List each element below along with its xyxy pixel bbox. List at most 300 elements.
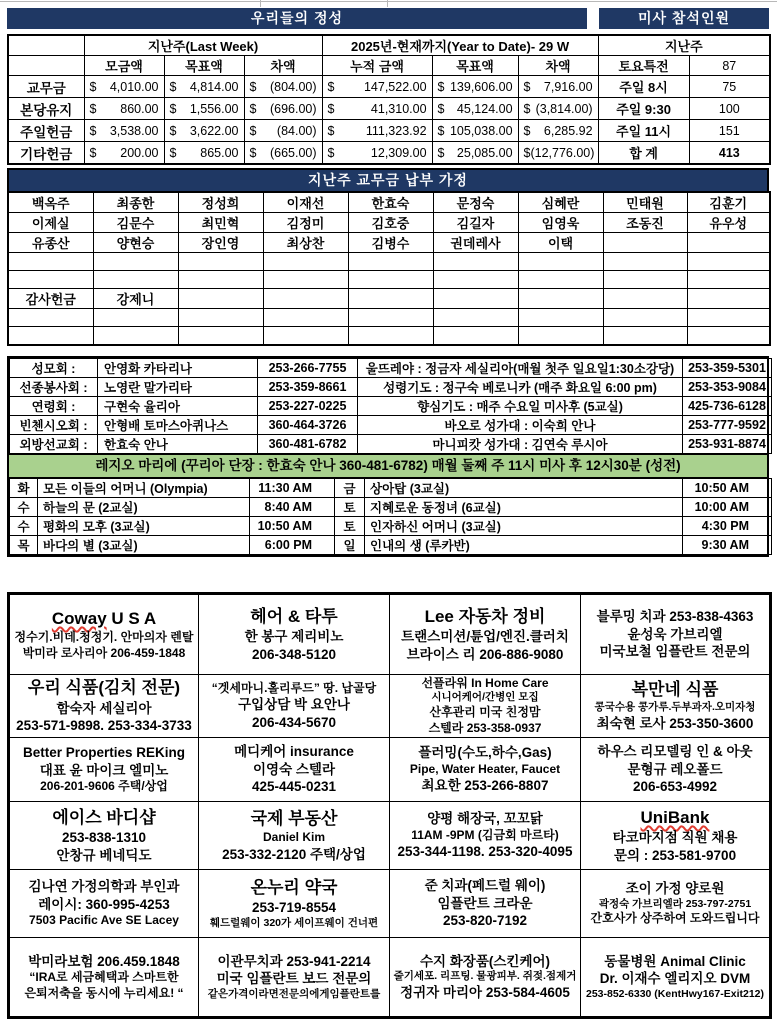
schedule-time: 9:30 AM: [683, 536, 772, 555]
dues-name-cell: 김병수: [348, 233, 433, 253]
contact-name: 안영화 카타리나: [98, 359, 258, 378]
schedule-name: 지혜로운 동정녀 (6교실): [365, 498, 683, 517]
ad-line: 우리 식품(김치 전문): [27, 678, 181, 698]
amount-value: (696.00): [269, 101, 317, 116]
ad-line: 안창규 베네딕도: [56, 847, 152, 863]
contact-group-info: 마니피캇 성가대 : 김연숙 루시아: [358, 435, 683, 454]
dollar-sign: $: [327, 145, 335, 160]
contact-name: 한효숙 안나: [98, 435, 258, 454]
ad-cell: [581, 594, 771, 675]
schedule-time: 6:00 PM: [250, 536, 335, 555]
dues-title: 지난주 교무금 납부 가정: [7, 168, 769, 191]
amount-value: 6,285.92: [543, 123, 593, 138]
empty-cell: [603, 233, 687, 253]
money-cell: [518, 76, 598, 98]
period-right-header: 2025년-현재까지(Year to Date)- 29 W: [322, 35, 598, 56]
ad-line: 수지 화장품(스킨케어): [419, 953, 551, 969]
ad-line: 253-571-9898. 253-334-3733: [16, 718, 192, 734]
ad-line: 박미라 로사리아 206-459-1848: [22, 645, 186, 660]
money-amount: [519, 102, 598, 116]
dollar-sign: $: [89, 123, 97, 138]
ad-line: “겟세마니.홀리루드” 땅. 납골당: [211, 680, 377, 695]
ads-grid: [7, 592, 772, 1019]
ad-line: 11AM -9PM (김금회 마르타): [411, 827, 559, 842]
table-row: [9, 938, 771, 1018]
contacts-table: [9, 358, 772, 454]
table-row: [10, 416, 772, 435]
empty-cell: [518, 253, 603, 271]
dollar-sign: $: [249, 145, 257, 160]
dollar-sign: $: [249, 79, 257, 94]
dues-name-cell: 유우성: [687, 213, 770, 233]
table-row: [10, 517, 772, 536]
ad-brand-squiggle: UniBank: [640, 807, 710, 827]
empty-cell: [348, 327, 433, 346]
ad-line: 준 치과(페드럴 웨이): [424, 878, 546, 894]
title-band: [7, 8, 769, 29]
ad-cell: [199, 938, 390, 1018]
empty-cell: [178, 327, 263, 346]
money-cell: [244, 76, 322, 98]
dollar-sign: $: [523, 145, 531, 160]
table-row: [10, 397, 772, 416]
schedule-name: 인내의 생 (루카반): [365, 536, 683, 555]
amount-value: 865.00: [200, 145, 239, 160]
money-cell: [322, 142, 432, 165]
amount-value: 41,310.00: [370, 101, 427, 116]
ad-line: 206-348-5120: [251, 646, 337, 662]
offerings-title: 우리들의 정성: [7, 8, 587, 29]
schedule-time: 4:30 PM: [683, 517, 772, 536]
ad-line: 스텔라 253-358-0937: [428, 720, 542, 735]
ad-line: 7503 Pacific Ave SE Lacey: [29, 913, 179, 928]
ad-cell: [9, 870, 199, 938]
money-amount: [323, 102, 432, 116]
empty-cell: [518, 271, 603, 289]
ad-line: 임플란트 크라운: [437, 895, 533, 911]
ad-line: 206-653-4992: [632, 779, 718, 795]
money-amount: [519, 80, 598, 94]
dues-name-cell: 김길자: [433, 213, 518, 233]
dues-name-cell: 유종산: [8, 233, 93, 253]
amount-value: (12,776.00): [530, 145, 595, 160]
schedule-time: 11:30 AM: [250, 479, 335, 498]
ad-cell: [390, 802, 581, 870]
empty-cell: [263, 289, 348, 309]
ad-line: Better Properties REKing: [22, 745, 186, 761]
schedule-time: 10:50 AM: [683, 479, 772, 498]
ad-brand-squiggle: Coway: [51, 608, 107, 628]
ad-line: 이영숙 스텔라: [253, 761, 335, 777]
dollar-sign: $: [89, 101, 97, 116]
money-amount: [245, 146, 322, 160]
empty-cell: [687, 309, 770, 327]
schedule-time: 8:40 AM: [250, 498, 335, 517]
ad-line: 김나연 가정의학과 부인과: [28, 879, 180, 895]
contact-org: 성모회 :: [10, 359, 98, 378]
empty-cell: [518, 289, 603, 309]
dues-name-cell: 한효숙: [348, 192, 433, 213]
table-row: [8, 213, 770, 233]
empty-cell: [518, 309, 603, 327]
empty-cell: [433, 289, 518, 309]
empty-cell: [93, 327, 178, 346]
ad-line: 문의 : 253-581-9700: [613, 847, 737, 863]
contact-group-phone: 425-736-6128: [683, 397, 772, 416]
ad-line: 미국보철 임플란트 전문의: [599, 644, 751, 660]
contact-phone: 253-227-0225: [258, 397, 358, 416]
money-cell: [164, 76, 244, 98]
attendance-value: 413: [689, 142, 770, 165]
empty-cell: [8, 253, 93, 271]
period-left-header: 지난주(Last Week): [84, 35, 322, 56]
ad-cell: [390, 675, 581, 738]
ad-line: 이관무치과 253-941-2214: [217, 953, 371, 969]
empty-cell: [687, 289, 770, 309]
dues-name-cell: 백옥주: [8, 192, 93, 213]
empty-cell: [603, 309, 687, 327]
ad-line: 헤어 & 타투: [250, 606, 338, 626]
ad-cell: [9, 802, 199, 870]
empty-cell: [263, 253, 348, 271]
money-cell: [164, 142, 244, 165]
schedule-time: 10:00 AM: [683, 498, 772, 517]
money-amount: [165, 102, 244, 116]
attendance-label: 주일 11시: [598, 120, 689, 142]
money-amount: [245, 102, 322, 116]
money-amount: [433, 102, 518, 116]
table-row: [9, 594, 771, 675]
contact-org: 연령회 :: [10, 397, 98, 416]
table-row: [8, 289, 770, 309]
schedule-day: 목: [10, 536, 38, 555]
dues-name-cell: 양현승: [93, 233, 178, 253]
attendance-value: 87: [689, 56, 770, 76]
ad-cell: [199, 594, 390, 675]
money-cell: [518, 120, 598, 142]
empty-cell: [433, 253, 518, 271]
ad-cell: [390, 870, 581, 938]
ad-cell: [390, 594, 581, 675]
attendance-label: 주일 9:30: [598, 98, 689, 120]
dues-name-cell: 최상찬: [263, 233, 348, 253]
ad-line: 한 봉구 제리비노: [244, 629, 344, 644]
ad-line: 플러밍(수도,하수,Gas): [418, 745, 552, 761]
ad-line: 최요한 253-266-8807: [421, 778, 549, 794]
contact-phone: 253-359-8661: [258, 378, 358, 397]
dollar-sign: $: [327, 79, 335, 94]
money-cell: [84, 142, 164, 165]
contact-group-info: 향심기도 : 매주 수요일 미사후 (5교실): [358, 397, 683, 416]
money-cell: [432, 120, 518, 142]
table-row: [10, 378, 772, 397]
ad-line: 253-852-6330 (KentHwy167-Exit212): [585, 987, 764, 1000]
amount-value: 7,916.00: [543, 79, 593, 94]
empty-cell: [687, 253, 770, 271]
ad-line: 정수기.비데.청정기. 안마의자 렌탈: [14, 629, 194, 644]
ad-line: Coway U S A: [51, 608, 157, 628]
contact-name: 노영란 말가리타: [98, 378, 258, 397]
empty-cell: [8, 327, 93, 346]
ad-cell: [390, 938, 581, 1018]
table-row: [8, 309, 770, 327]
dues-name-cell: 임영욱: [518, 213, 603, 233]
ad-line: 산후관리 미국 친정맘: [429, 705, 541, 720]
dues-name-cell: 심혜란: [518, 192, 603, 213]
schedule-name: 모든 이들의 어머니 (Olympia): [38, 479, 250, 498]
money-cell: [432, 76, 518, 98]
ad-line: 윤성욱 가브리엘: [627, 626, 723, 642]
table-row: [9, 675, 771, 738]
ad-line: 425-445-0231: [251, 779, 337, 795]
ad-cell: [581, 738, 771, 802]
grid-tick: [260, 0, 261, 7]
empty-cell: [8, 56, 84, 76]
table-row: [8, 142, 770, 165]
ad-line: 정귀자 마리아 253-584-4605: [400, 984, 570, 1000]
empty-cell: [93, 253, 178, 271]
contact-phone: 360-481-6782: [258, 435, 358, 454]
ad-line: 하우스 리모델링 인 & 아웃: [597, 744, 753, 760]
table-row: [8, 192, 770, 213]
money-cell: [244, 142, 322, 165]
ad-line: 타코마지점 직원 채용: [612, 830, 738, 845]
contact-org: 빈첸시오회 :: [10, 416, 98, 435]
empty-cell: [433, 327, 518, 346]
offering-row-label: 주일헌금: [8, 120, 84, 142]
dues-name-cell: 이재선: [263, 192, 348, 213]
money-amount: [323, 146, 432, 160]
ad-cell: [581, 802, 771, 870]
table-row: [8, 253, 770, 271]
table-row: [8, 233, 770, 253]
bulletin-page: [7, 8, 769, 1019]
empty-cell: [263, 271, 348, 289]
money-cell: [322, 120, 432, 142]
offerings-table: [7, 34, 771, 165]
schedule-name: 인자하신 어머니 (3교실): [365, 517, 683, 536]
dues-name-cell: 김문수: [93, 213, 178, 233]
ad-line: 조이 가정 양로원: [625, 881, 725, 897]
ad-cell: [9, 738, 199, 802]
ad-line: 은퇴저축을 동시에 누리세요! “: [24, 985, 184, 1000]
ad-line: 줄기세포. 리프팅. 물광피부. 쥐젖.점제거: [393, 970, 577, 983]
ad-line: 206-434-5670: [251, 714, 337, 730]
empty-cell: [8, 271, 93, 289]
money-amount: [245, 124, 322, 138]
table-row: [10, 536, 772, 555]
dues-name-cell: 이제실: [8, 213, 93, 233]
empty-cell: [263, 309, 348, 327]
amount-value: 139,606.00: [449, 79, 513, 94]
dollar-sign: $: [437, 145, 445, 160]
column-header: 모금액: [84, 56, 164, 76]
money-amount: [323, 124, 432, 138]
table-row: [8, 120, 770, 142]
ad-cell: [199, 675, 390, 738]
amount-value: 3,622.00: [189, 123, 239, 138]
table-row: [10, 479, 772, 498]
contact-org: 선종봉사회 :: [10, 378, 98, 397]
money-cell: [84, 120, 164, 142]
empty-cell: [178, 253, 263, 271]
ad-line: 206-201-9606 주택/상업: [40, 779, 168, 794]
money-cell: [164, 98, 244, 120]
empty-cell: [8, 35, 84, 56]
money-cell: [244, 120, 322, 142]
offering-row-label: 기타헌금: [8, 142, 84, 165]
empty-cell: [687, 327, 770, 346]
dollar-sign: $: [169, 123, 177, 138]
money-amount: [519, 124, 598, 138]
money-cell: [164, 120, 244, 142]
ad-line: “IRA로 세금혜택과 스마트한: [29, 970, 179, 985]
ad-line: 박미라보험 206.459.1848: [28, 953, 180, 969]
dues-name-cell: 이택: [518, 233, 603, 253]
amount-value: 1,556.00: [189, 101, 239, 116]
offering-row-label: 교무금: [8, 76, 84, 98]
table-row: [10, 498, 772, 517]
dues-name-cell: 김훈기: [687, 192, 770, 213]
dollar-sign: $: [523, 123, 531, 138]
ad-cell: [581, 938, 771, 1018]
ad-line: 복만네 식품: [631, 680, 719, 700]
empty-cell: [603, 271, 687, 289]
money-cell: [84, 98, 164, 120]
contact-group-info: 울뜨레야 : 정금자 세실리아(매월 첫주 일요일1:30소강당): [358, 359, 683, 378]
empty-cell: [93, 309, 178, 327]
table-row: [10, 359, 772, 378]
dollar-sign: $: [89, 79, 97, 94]
table-row: [9, 802, 771, 870]
amount-value: 111,323.92: [365, 123, 427, 138]
attendance-label: 합 계: [598, 142, 689, 165]
ad-cell: [390, 738, 581, 802]
attendance-label: 토요특전: [598, 56, 689, 76]
money-amount: [85, 146, 164, 160]
schedule-time: 10:50 AM: [250, 517, 335, 536]
column-header: 누적 금액: [322, 56, 432, 76]
ad-cell: [199, 738, 390, 802]
dollar-sign: $: [437, 123, 445, 138]
table-row: [8, 56, 770, 76]
schedule-day: 일: [335, 536, 365, 555]
ad-cell: [581, 870, 771, 938]
table-row: [10, 435, 772, 454]
column-header: 차액: [244, 56, 322, 76]
empty-cell: [263, 327, 348, 346]
ad-line: Dr. 이재수 엘리지오 DVM: [599, 971, 751, 987]
dollar-sign: $: [327, 101, 335, 116]
ad-line: 곽정숙 가브리엘라 253-797-2751: [598, 897, 752, 910]
empty-cell: [178, 271, 263, 289]
dollar-sign: $: [169, 101, 177, 116]
dues-table: [7, 191, 771, 346]
contact-name: 안형배 토마스아퀴나스: [98, 416, 258, 435]
table-row: [9, 738, 771, 802]
dollar-sign: $: [249, 123, 257, 138]
table-row: [8, 76, 770, 98]
dues-name-cell: 정성희: [178, 192, 263, 213]
contact-phone: 253-266-7755: [258, 359, 358, 378]
dues-name-cell: 문정숙: [433, 192, 518, 213]
money-cell: [322, 98, 432, 120]
table-row: [8, 327, 770, 346]
dollar-sign: $: [327, 123, 335, 138]
schedule-name: 하늘의 문 (2교실): [38, 498, 250, 517]
contact-phone: 360-464-3726: [258, 416, 358, 435]
amount-value: (804.00): [269, 79, 317, 94]
dollar-sign: $: [169, 79, 177, 94]
ad-cell: [9, 594, 199, 675]
ad-line: 양평 해장국, 꼬꼬닭: [427, 811, 543, 827]
ad-line: 온누리 약국: [250, 877, 338, 897]
dues-name-cell: 김호중: [348, 213, 433, 233]
money-amount: [165, 124, 244, 138]
dues-name-cell: 김정미: [263, 213, 348, 233]
ad-line: Pipe, Water Heater, Faucet: [409, 761, 561, 776]
ad-line: 253-719-8554: [251, 899, 337, 915]
amount-value: 45,124.00: [456, 101, 513, 116]
empty-cell: [603, 253, 687, 271]
legio-schedule-table: [9, 478, 772, 555]
dues-name-cell: 감사헌금: [8, 289, 93, 309]
empty-cell: [603, 327, 687, 346]
empty-cell: [687, 233, 770, 253]
legio-banner: 레지오 마리에 (꾸리아 단장 : 한효숙 안나 360-481-6782) 매월 둘째 주 11시 미사 후 12시30분 (성전): [9, 454, 767, 478]
money-amount: [165, 80, 244, 94]
dues-name-cell: 강제니: [93, 289, 178, 309]
amount-value: 4,814.00: [189, 79, 239, 94]
ad-line: 253-332-2120 주택/상업: [222, 846, 366, 862]
amount-value: 860.00: [120, 101, 159, 116]
ad-cell: [199, 870, 390, 938]
attendance-value: 100: [689, 98, 770, 120]
ad-line: [581, 807, 769, 829]
ad-line: 함숙자 세실리아: [56, 700, 152, 716]
money-cell: [244, 98, 322, 120]
dollar-sign: $: [523, 101, 531, 116]
ad-line: 같은가격이라면전문의에게임플란트를: [207, 987, 381, 1000]
contact-group-phone: 253-353-9084: [683, 378, 772, 397]
dollar-sign: $: [249, 101, 257, 116]
money-amount: [85, 80, 164, 94]
table-row: [9, 870, 771, 938]
ad-line: 동물병원 Animal Clinic: [604, 953, 746, 969]
money-amount: [85, 124, 164, 138]
table-row: [8, 35, 770, 56]
schedule-day: 화: [10, 479, 38, 498]
ad-line: 253-344-1198. 253-320-4095: [397, 844, 573, 860]
schedule-name: 평화의 모후 (3교실): [38, 517, 250, 536]
money-amount: [245, 80, 322, 94]
ad-cell: [9, 675, 199, 738]
money-amount: [85, 102, 164, 116]
contact-org: 외방선교회 :: [10, 435, 98, 454]
money-cell: [432, 142, 518, 165]
dues-name-cell: 최민혁: [178, 213, 263, 233]
money-amount: [433, 146, 518, 160]
ad-line: 문형규 레오폴드: [627, 761, 723, 777]
dues-name-cell: 장인영: [178, 233, 263, 253]
dues-name-cell: 조동진: [603, 213, 687, 233]
empty-cell: [348, 289, 433, 309]
money-amount: [323, 80, 432, 94]
empty-cell: [348, 271, 433, 289]
attendance-value: 75: [689, 76, 770, 98]
ad-line: 블루밍 치과 253-838-4363: [596, 609, 754, 625]
ad-line: 선플라워 In Home Care: [421, 675, 549, 690]
